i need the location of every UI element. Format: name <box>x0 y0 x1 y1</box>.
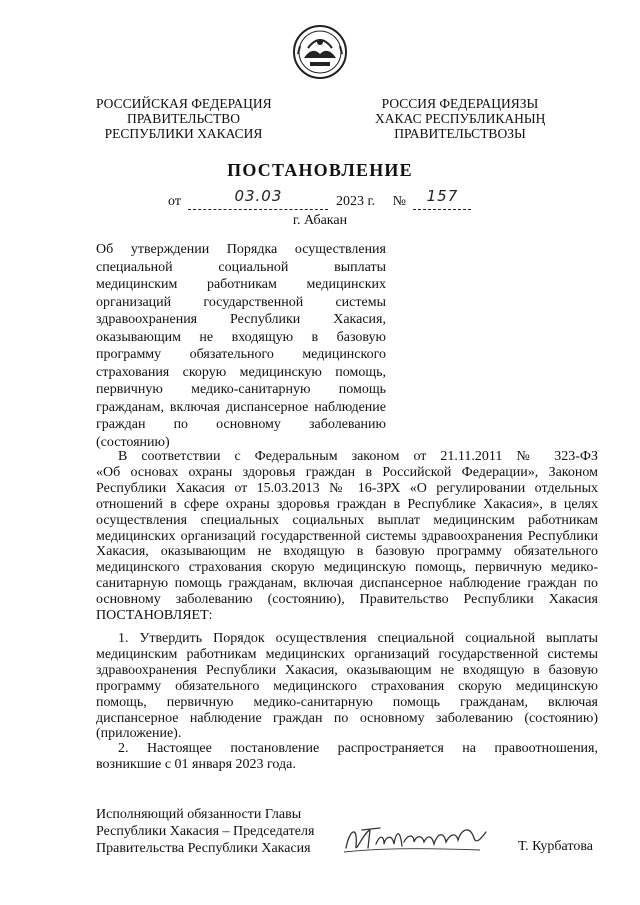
signatory-title <box>96 806 326 857</box>
header-right <box>375 96 545 141</box>
body-line: медицинского страхования скорую медицинскую помощь, первичную медико- <box>96 560 598 576</box>
item-1-paragraph <box>96 631 598 742</box>
body-line: санитарную помощь гражданам, включая диспансерное наблюдение граждан по <box>96 576 598 592</box>
header-right-line: ПРАВИТЕЛЬСТВОЗЫ <box>394 126 526 141</box>
document-title: ПОСТАНОВЛЕНИЕ <box>227 160 413 180</box>
date-prefix: от <box>168 194 181 209</box>
number-handwritten: 157 <box>426 187 459 205</box>
item-2-paragraph <box>96 741 598 773</box>
subject-line: специальной социальной выплаты <box>96 259 386 275</box>
body-line: «Об основах охраны здоровья граждан в Российской Федерации», Законом <box>96 464 598 480</box>
signatory-title-line: Исполняющий обязанности Главы <box>96 807 302 822</box>
date-blank <box>188 187 328 210</box>
preamble-paragraph <box>96 449 598 624</box>
signatory-title-line: Правительства Республики Хакасия <box>96 841 311 856</box>
header-left-line: РОССИЙСКАЯ ФЕДЕРАЦИЯ <box>96 96 272 111</box>
header-left-line: ПРАВИТЕЛЬСТВО <box>127 111 240 126</box>
handwritten-signature <box>340 818 490 858</box>
coat-of-arms-icon <box>292 24 348 80</box>
subject-line: здравоохранения Республики Хакасия, <box>96 312 386 327</box>
subject-line: граждан по основному заболеванию <box>96 417 386 432</box>
subject-line: организаций государственной системы <box>96 294 386 310</box>
body-line: программу обязательного медицинского страхования скорую медицинскую <box>96 678 598 694</box>
document-subject <box>96 241 386 451</box>
subject-line: первичную медико-санитарную помощь <box>96 382 386 397</box>
body-line: возникшие с 01 января 2023 года. <box>96 756 296 772</box>
header-left-line: РЕСПУБЛИКИ ХАКАСИЯ <box>104 126 263 141</box>
signatory-title-line: Республики Хакасия – Председателя <box>96 824 315 839</box>
subject-line: оказывающим не входящую в базовую <box>96 329 386 345</box>
body-line: Хакасия, оказывающим не входящую в базовую программу обязательного <box>96 544 598 560</box>
subject-line: гражданам, включая диспансерное наблюдение <box>96 399 386 415</box>
body-line: осуществления специальных социальных выплат медицинским работникам <box>96 512 598 528</box>
city: г. Абакан <box>292 213 348 228</box>
year: 2023 г. <box>335 194 376 209</box>
date-number-row <box>168 187 488 210</box>
body-line: ПОСТАНОВЛЯЕТ: <box>96 608 213 624</box>
signatory-name: Т. Курбатова <box>518 839 593 854</box>
date-handwritten: 03.03 <box>234 187 283 205</box>
header-right-line: РОССИЯ ФЕДЕРАЦИЯЗЫ <box>381 96 539 111</box>
number-blank <box>413 187 471 210</box>
body-line: основному заболеванию (состоянию), Правительство Республики Хакасия <box>96 592 598 608</box>
subject-line: Об утверждении Порядка осуществления <box>96 242 386 257</box>
number-prefix: № <box>392 194 406 209</box>
body-line: В соответствии с Федеральным законом от 21.11.2011 № 323-ФЗ <box>118 449 598 464</box>
subject-line: (состоянию) <box>96 434 170 450</box>
body-line: отношений в сфере охраны здоровья граждан в Республике Хакасия», в целях <box>96 496 598 512</box>
body-line: медицинским работникам медицинских организаций государственной системы <box>96 646 598 662</box>
body-line: 2. Настоящее постановление распространяется на правоотношения, <box>118 741 598 756</box>
body-line: помощь, первичную медико-санитарную помощь гражданам, включая <box>96 694 598 710</box>
body-line: 1. Утвердить Порядок осуществления специальной социальной выплаты <box>118 631 598 646</box>
subject-line: страхования скорую медицинскую помощь, <box>96 364 386 380</box>
subject-line: программу обязательного медицинского <box>96 347 386 362</box>
body-line: (приложение). <box>96 726 182 742</box>
body-line: медицинских организаций государственной системы здравоохранения Республики <box>96 528 598 544</box>
header-left <box>96 96 271 141</box>
header-right-line: ХАКАС РЕСПУБЛИКАНЫҢ <box>375 111 546 126</box>
body-line: здравоохранения Республики Хакасия, оказывающим не входящую в базовую <box>96 662 598 678</box>
subject-line: медицинским работникам медицинских <box>96 277 386 292</box>
body-line: Республики Хакасия от 15.03.2013 № 16-ЗРХ «О регулировании отдельных <box>96 480 598 496</box>
body-line: диспансерное наблюдение граждан по основному заболеванию (состоянию) <box>96 710 598 726</box>
